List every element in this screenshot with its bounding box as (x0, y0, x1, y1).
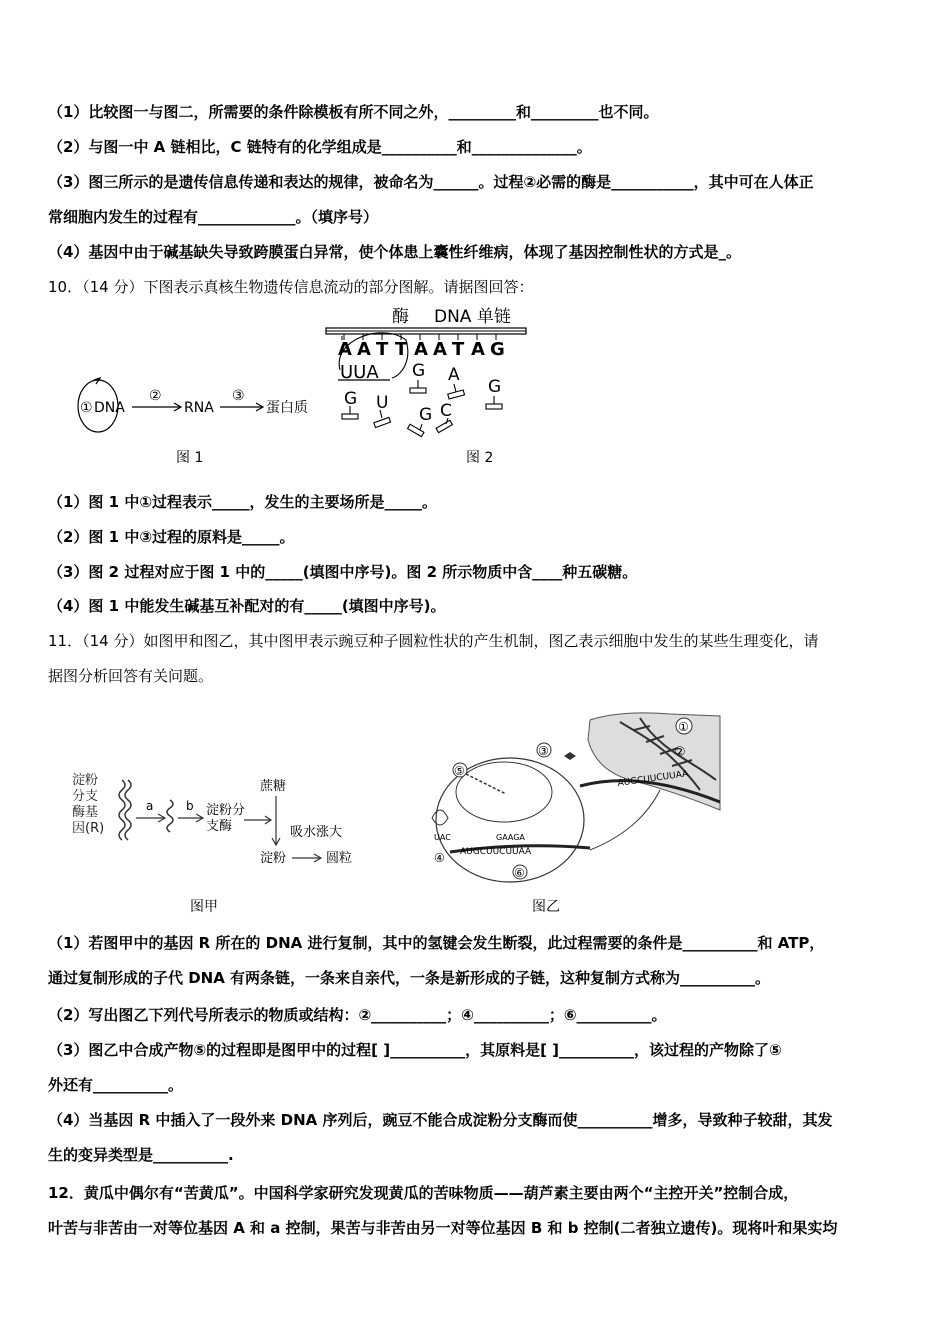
figure-1-caption: 图 1 (176, 450, 204, 466)
figA-gene-line: 淀粉 (72, 773, 99, 788)
fig1-label-2: ② (149, 388, 162, 404)
figA-gene-line: 酶基 (72, 805, 99, 820)
fig2-dna-base: A (433, 339, 447, 360)
figA-gene-line: 分支 (72, 789, 99, 804)
fig1-label-1: ① (80, 400, 93, 416)
q11-part1a: （1）若图甲中的基因 R 所在的 DNA 进行复制，其中的氢键会发生断裂，此过程需要的条件是__________和 ATP， (48, 934, 825, 952)
fig1-label-dna: DNA (94, 400, 125, 416)
q11-part3b: 外还有__________。 (48, 1076, 184, 1094)
figB-label-4: ④ (434, 851, 445, 865)
q9-part3b: 常细胞内发生的过程有_____________。（填序号） (48, 208, 379, 226)
q11-part1b: 通过复制形成的子代 DNA 有两条链，一条来自亲代，一条是新形成的子链，这种复制方式称为__________。 (48, 969, 771, 987)
q10-part4: （4）图 1 中能发生碱基互补配对的有_____(填图中序号)。 (48, 597, 446, 615)
fig2-dna-base: G (490, 339, 505, 360)
figA-gene-line: 因(R) (72, 821, 105, 836)
fig2-free-nucleotide: G (344, 389, 358, 409)
figB-anticodon-2: GAAGA (496, 833, 525, 842)
fig2-paired-rna: UUA (340, 362, 379, 383)
figA-enzyme-line: 淀粉分 (206, 803, 246, 818)
figure-jia-caption: 图甲 (190, 899, 218, 915)
fig2-enzyme-label: 酶 (392, 307, 409, 327)
fig2-dna-base: T (376, 339, 389, 360)
fig1-label-3: ③ (232, 388, 245, 404)
q11-part4b: 生的变异类型是__________. (48, 1146, 234, 1164)
q9-part3a: （3）图三所示的是遗传信息传递和表达的规律，被命名为______。过程②必需的酶是___________，其中可在人体正 (48, 173, 814, 191)
fig1-label-rna: RNA (184, 400, 214, 416)
fig2-free-nucleotide: G (419, 405, 433, 425)
fig2-free-nucleotide: G (412, 361, 426, 381)
figure-jia-round-seed (70, 770, 400, 880)
figB-anticodon-1: UAC (434, 833, 451, 842)
fig2-free-nucleotide: A (448, 365, 460, 385)
fig2-free-nucleotide: G (488, 377, 502, 397)
fig2-dna-base: T (395, 339, 408, 360)
figure-2-transcription (322, 300, 532, 440)
q11-part2: （2）写出图乙下列代号所表示的物质或结构：②__________；④__________；⑥__________。 (48, 1006, 667, 1024)
figB-label-5: ⑤ (454, 764, 465, 778)
figA-enzyme-line: 支酶 (206, 819, 233, 834)
fig2-dna-base: A (471, 339, 485, 360)
figB-label-6: ⑥ (514, 866, 525, 880)
figA-starch: 淀粉 (260, 851, 287, 866)
fig2-strand-label: DNA 单链 (434, 307, 511, 327)
figA-water-swell: 吸水涨大 (290, 825, 343, 840)
q11-part4a: （4）当基因 R 中插入了一段外来 DNA 序列后，豌豆不能合成淀粉分支酶而使__________增多，导致种子较甜，其发 (48, 1111, 833, 1129)
figA-sucrose: 蔗糖 (260, 779, 287, 794)
fig2-dna-base: T (452, 339, 465, 360)
figB-label-3: ③ (538, 744, 549, 758)
q11-stem-b: 据图分析回答有关问题。 (48, 667, 214, 685)
figB-label-1: ① (678, 720, 689, 734)
q9-part4: （4）基因中由于碱基缺失导致跨膜蛋白异常，使个体患上囊性纤维病，体现了基因控制性状的方式是_。 (48, 243, 741, 261)
fig2-dna-base: A (338, 339, 352, 360)
q12-line1: 12．黄瓜中偶尔有“苦黄瓜”。中国科学家研究发现黄瓜的苦味物质——葫芦素主要由两个“主控开关”控制合成， (48, 1184, 799, 1202)
q12-line2: 叶苦与非苦由一对等位基因 A 和 a 控制，果苦与非苦由另一对等位基因 B 和 b 控制(二者独立遗传)。现将叶和果实均 (48, 1219, 838, 1237)
figB-seq-bottom: AUGCUUCUUAA (460, 847, 532, 857)
figB-label-2: ② (674, 745, 686, 760)
q11-stem-a: 11．（14 分）如图甲和图乙，其中图甲表示豌豆种子圆粒性状的产生机制，图乙表示细胞中发生的某些生理变化，请 (48, 632, 819, 650)
figB-seq-top: AUGCUUCUUAA (617, 769, 689, 789)
figA-label-a: a (146, 799, 154, 813)
q9-part1: （1）比较图一与图二，所需要的条件除模板有所不同之外，_________和_________也不同。 (48, 103, 659, 121)
figure-2-caption: 图 2 (466, 450, 494, 466)
figA-label-b: b (186, 799, 194, 813)
q11-part3a: （3）图乙中合成产物⑤的过程即是图甲中的过程[ ]__________，其原料是[ ]__________，该过程的产物除了⑤ (48, 1041, 782, 1059)
q10-stem: 10．（14 分）下图表示真核生物遗传信息流动的部分图解。请据图回答： (48, 278, 534, 296)
q9-part2: （2）与图一中 A 链相比，C 链特有的化学组成是__________和______________。 (48, 138, 592, 156)
figure-yi-caption: 图乙 (532, 899, 560, 915)
figA-round-seed: 圆粒 (326, 851, 353, 866)
q10-part1: （1）图 1 中①过程表示_____，发生的主要场所是_____。 (48, 493, 438, 511)
q10-part3: （3）图 2 过程对应于图 1 中的_____(填图中序号)。图 2 所示物质中含____种五碳糖。 (48, 563, 638, 581)
q10-part2: （2）图 1 中③过程的原料是_____。 (48, 528, 295, 546)
fig2-free-nucleotide: C (440, 401, 452, 421)
fig1-label-protein: 蛋白质 (266, 400, 308, 416)
fig2-free-nucleotide: U (376, 393, 389, 413)
fig2-dna-base: A (414, 339, 428, 360)
figure-yi-cell-process (420, 710, 740, 890)
fig2-dna-base: A (357, 339, 371, 360)
